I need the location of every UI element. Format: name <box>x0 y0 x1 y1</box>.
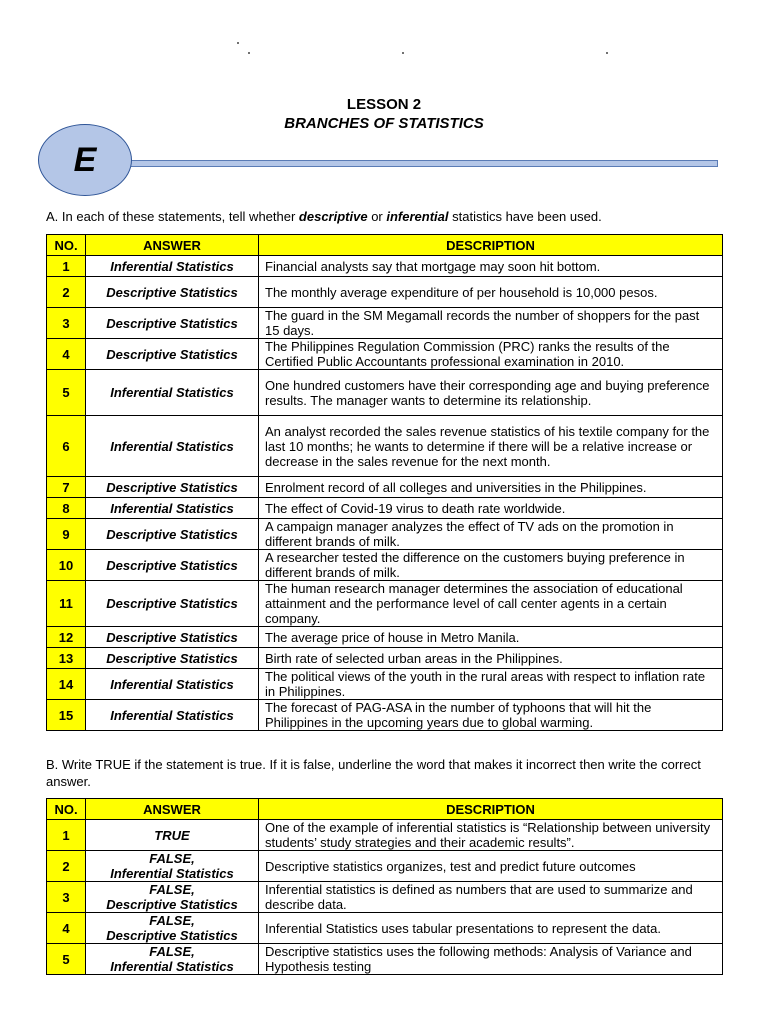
row-description: The forecast of PAG-ASA in the number of typhoons that will hit the Philippines in the upcoming years due to global warming. <box>259 700 723 731</box>
row-answer: TRUE <box>86 820 259 851</box>
row-number: 5 <box>47 370 86 416</box>
row-number: 13 <box>47 648 86 669</box>
table-row <box>47 913 723 944</box>
table-row <box>47 256 723 277</box>
row-description: The human research manager determines the association of educational attainment and the performance level of call center agents in a certain company. <box>259 581 723 627</box>
keyword-inferential: inferential <box>386 209 449 224</box>
table-row <box>47 700 723 731</box>
header-answer: ANSWER <box>86 799 259 820</box>
row-answer: Inferential Statistics <box>86 669 259 700</box>
lesson-number: LESSON 2 <box>346 96 422 113</box>
lesson-header <box>0 96 768 134</box>
row-description: The effect of Covid-19 virus to death rate worldwide. <box>259 498 723 519</box>
table-row <box>47 277 723 308</box>
row-number: 3 <box>47 308 86 339</box>
table-header-row <box>47 799 723 820</box>
row-answer: Descriptive Statistics <box>86 308 259 339</box>
row-description: An analyst recorded the sales revenue statistics of his textile company for the last 10 months; he wants to determine if there will be a relative increase or decrease in the sales revenue for the next month. <box>259 416 723 477</box>
row-description: The guard in the SM Megamall records the number of shoppers for the past 15 days. <box>259 308 723 339</box>
row-answer: FALSE, Inferential Statistics <box>86 944 259 975</box>
table-row <box>47 370 723 416</box>
row-number: 3 <box>47 882 86 913</box>
table-row <box>47 851 723 882</box>
table-row <box>47 669 723 700</box>
row-description: Descriptive statistics organizes, test and predict future outcomes <box>259 851 723 882</box>
header-description: DESCRIPTION <box>259 235 723 256</box>
table-row <box>47 944 723 975</box>
row-answer: Inferential Statistics <box>86 370 259 416</box>
row-answer: Inferential Statistics <box>86 416 259 477</box>
row-description: The average price of house in Metro Manila. <box>259 627 723 648</box>
row-answer: Descriptive Statistics <box>86 648 259 669</box>
header-no: NO. <box>47 235 86 256</box>
row-description: Inferential Statistics uses tabular presentations to represent the data. <box>259 913 723 944</box>
row-number: 2 <box>47 277 86 308</box>
row-number: 12 <box>47 627 86 648</box>
header-no: NO. <box>47 799 86 820</box>
row-description: A researcher tested the difference on the customers buying preference in different brands of milk. <box>259 550 723 581</box>
table-row <box>47 581 723 627</box>
row-description: One hundred customers have their corresponding age and buying preference results. The manager wants to determine its relationship. <box>259 370 723 416</box>
row-number: 7 <box>47 477 86 498</box>
row-number: 2 <box>47 851 86 882</box>
row-answer: Descriptive Statistics <box>86 550 259 581</box>
scan-speck <box>606 52 608 54</box>
row-description: The monthly average expenditure of per household is 10,000 pesos. <box>259 277 723 308</box>
row-description: Enrolment record of all colleges and universities in the Philippines. <box>259 477 723 498</box>
scan-speck <box>402 52 404 54</box>
table-row <box>47 648 723 669</box>
row-answer: Descriptive Statistics <box>86 277 259 308</box>
row-answer: FALSE, Descriptive Statistics <box>86 913 259 944</box>
section-b-instruction: B. Write TRUE if the statement is true. If it is false, underline the word that makes it incorrect then write the correct answer. <box>46 757 701 789</box>
row-number: 9 <box>47 519 86 550</box>
scan-speck <box>248 52 250 54</box>
row-description: A campaign manager analyzes the effect of TV ads on the promotion in different brands of milk. <box>259 519 723 550</box>
table-row <box>47 550 723 581</box>
table-row <box>47 820 723 851</box>
row-number: 1 <box>47 820 86 851</box>
row-answer: Descriptive Statistics <box>86 339 259 370</box>
table-row <box>47 416 723 477</box>
table-b <box>46 798 723 975</box>
row-number: 4 <box>47 913 86 944</box>
row-answer: Inferential Statistics <box>86 498 259 519</box>
header-description: DESCRIPTION <box>259 799 723 820</box>
row-description: Birth rate of selected urban areas in the Philippines. <box>259 648 723 669</box>
row-answer: FALSE, Inferential Statistics <box>86 851 259 882</box>
table-row <box>47 519 723 550</box>
row-description: Inferential statistics is defined as numbers that are used to summarize and describe data. <box>259 882 723 913</box>
row-number: 4 <box>47 339 86 370</box>
row-answer: Inferential Statistics <box>86 256 259 277</box>
table-row <box>47 308 723 339</box>
scan-speck <box>237 42 239 44</box>
table-row <box>47 339 723 370</box>
row-answer: FALSE, Descriptive Statistics <box>86 882 259 913</box>
row-number: 14 <box>47 669 86 700</box>
row-description: Descriptive statistics uses the following methods: Analysis of Variance and Hypothesis testing <box>259 944 723 975</box>
table-header-row <box>47 235 723 256</box>
row-number: 10 <box>47 550 86 581</box>
header-divider-bar <box>120 160 718 167</box>
badge-letter: E <box>73 140 97 179</box>
section-badge <box>38 124 132 196</box>
lesson-title: BRANCHES OF STATISTICS <box>284 115 484 132</box>
row-answer: Descriptive Statistics <box>86 627 259 648</box>
row-number: 5 <box>47 944 86 975</box>
row-description: The Philippines Regulation Commission (PRC) ranks the results of the Certified Public Accountants professional examination in 2010. <box>259 339 723 370</box>
row-answer: Inferential Statistics <box>86 700 259 731</box>
row-description: The political views of the youth in the rural areas with respect to inflation rate in Philippines. <box>259 669 723 700</box>
row-answer: Descriptive Statistics <box>86 477 259 498</box>
row-description: Financial analysts say that mortgage may soon hit bottom. <box>259 256 723 277</box>
row-description: One of the example of inferential statistics is “Relationship between university students’ study strategies and their academic results”. <box>259 820 723 851</box>
table-row <box>47 498 723 519</box>
row-number: 6 <box>47 416 86 477</box>
row-number: 8 <box>47 498 86 519</box>
row-answer: Descriptive Statistics <box>86 581 259 627</box>
table-row <box>47 477 723 498</box>
section-a-instruction: A. In each of these statements, tell whether descriptive or inferential statistics have been used. <box>46 209 602 224</box>
keyword-descriptive: descriptive <box>298 209 368 224</box>
row-number: 1 <box>47 256 86 277</box>
header-answer: ANSWER <box>86 235 259 256</box>
table-row <box>47 627 723 648</box>
table-row <box>47 882 723 913</box>
row-number: 11 <box>47 581 86 627</box>
row-number: 15 <box>47 700 86 731</box>
row-answer: Descriptive Statistics <box>86 519 259 550</box>
table-a <box>46 234 723 731</box>
